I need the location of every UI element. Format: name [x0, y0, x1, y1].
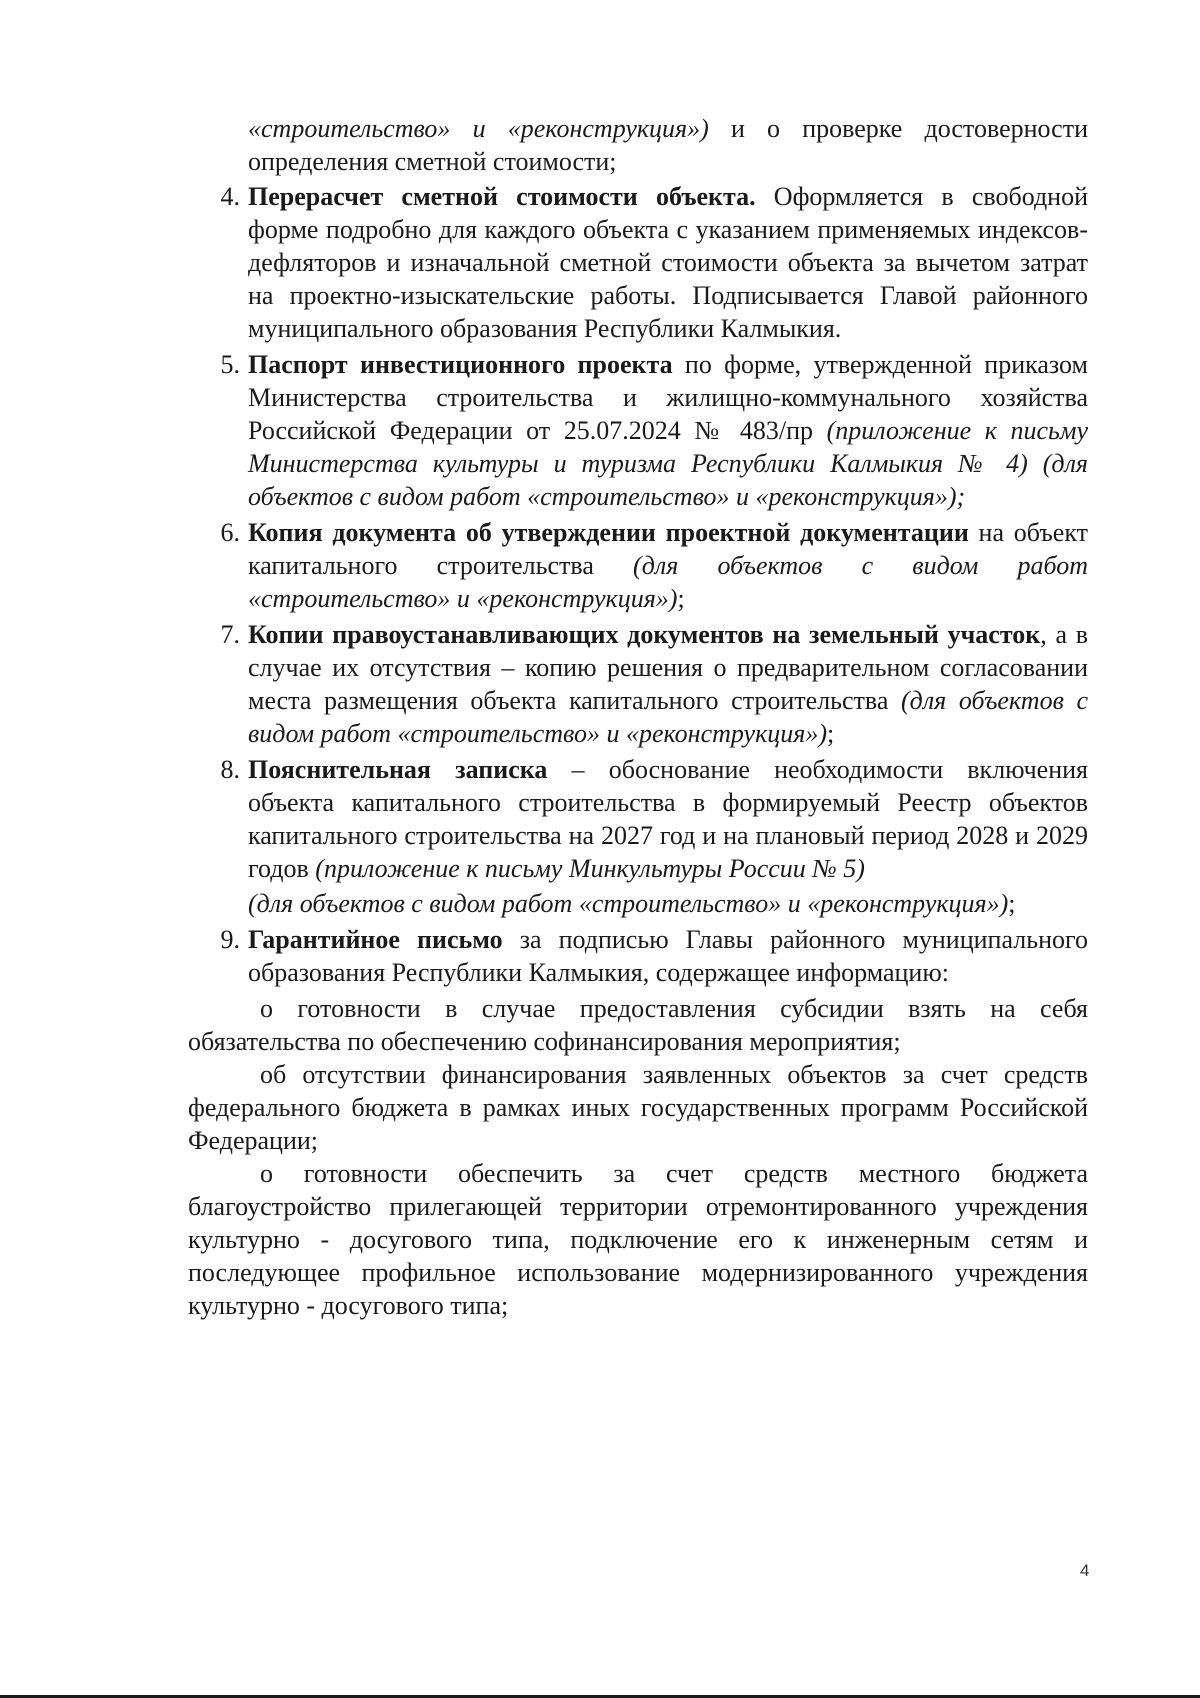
item-text: – обоснование необходимости включения объекта капитального строительства в формируемый Реестр объектов капитального строительства на 2027 год и на плановый период 2028 и 2029 годов — [248, 755, 1089, 883]
item-italic-second: (для объектов с видом работ «строительство» и «реконструкция») — [248, 889, 1009, 918]
item-italic: (для объектов с видом работ «строительство» и «реконструкция») — [248, 551, 1089, 613]
item-tail: ; — [1008, 889, 1016, 918]
list-number: 7. — [220, 620, 240, 649]
item-text: , а в случае их отсутствия – копию решения о предварительном согласовании места размещения объекта капитального строительства — [248, 620, 1088, 715]
intro-text: и о проверке достоверности определения сметной стоимости; — [248, 114, 1088, 176]
document-body — [188, 112, 1088, 1322]
list-item-6 — [188, 516, 1088, 615]
paragraph-local-budget: о готовности обеспечить за счет средств местного бюджета благоустройство прилегающей территории отремонтированного учреждения культурно - досугового типа, подключение его к инженерным сетям и последующее профильное использование модернизированного учреждения культурно - досугового типа; — [188, 1159, 1088, 1320]
list-item-8 — [188, 753, 1088, 920]
intro-italic: «строительство» и «реконструкция») — [248, 114, 709, 143]
item-title: Паспорт инвестиционного проекта — [248, 350, 673, 379]
paragraph-cofinancing: о готовности в случае предоставления субсидии взять на себя обязательства по обеспечению софинансирования мероприятия; — [188, 994, 1088, 1056]
item-title: Пояснительная записка — [248, 755, 548, 784]
list-number: 8. — [220, 755, 240, 784]
intro-continuation — [188, 112, 1088, 178]
list-item-5 — [188, 348, 1088, 513]
paragraph-no-federal-funding: об отсутствии финансирования заявленных объектов за счет средств федерального бюджета в рамках иных государственных программ Российской Федерации; — [188, 1060, 1088, 1155]
item-text: на объект капитального строительства — [248, 518, 1088, 580]
list-item-4 — [188, 180, 1088, 345]
list-item-7 — [188, 618, 1088, 750]
list-number: 4. — [220, 182, 240, 211]
list-number: 9. — [220, 925, 240, 954]
item-title: Копии правоустанавливающих документов на земельный участок — [248, 620, 1041, 649]
item-text: по форме, утвержденной приказом Министерства строительства и жилищно-коммунального хозяйства Российской Федерации от 25.07.2024 № 483/пр — [248, 350, 1088, 445]
item-italic: (приложение к письму Минкультуры России № 5) — [315, 854, 865, 883]
list-number: 5. — [220, 350, 240, 379]
item-italic: (для объектов с видом работ «строительство» и «реконструкция») — [248, 686, 1089, 748]
item-text: за подписью Главы районного муниципального образования Республики Калмыкия, содержащее информацию: — [248, 925, 1088, 987]
list-item-9 — [188, 923, 1088, 989]
list-number: 6. — [220, 518, 240, 547]
item-text: Оформляется в свободной форме подробно для каждого объекта с указанием применяемых индексов-дефляторов и изначальной сметной стоимости объекта за вычетом затрат на проектно-изыскательские работы. Подписывается Главой районного муниципального образования Республики Калмыкия. — [248, 182, 1088, 343]
item-title: Гарантийное письмо — [248, 925, 503, 954]
item-title: Копия документа об утверждении проектной документации — [248, 518, 969, 547]
item-italic: (приложение к письму Министерства культуры и туризма Республики Калмыкия № 4) (для объектов с видом работ «строительство» и «реконструкция»); — [248, 416, 1089, 511]
item-title: Перерасчет сметной стоимости объекта. — [248, 182, 756, 211]
item-tail: ; — [827, 719, 835, 748]
item-tail: ; — [677, 584, 685, 613]
page-number: 4 — [1080, 1561, 1090, 1580]
